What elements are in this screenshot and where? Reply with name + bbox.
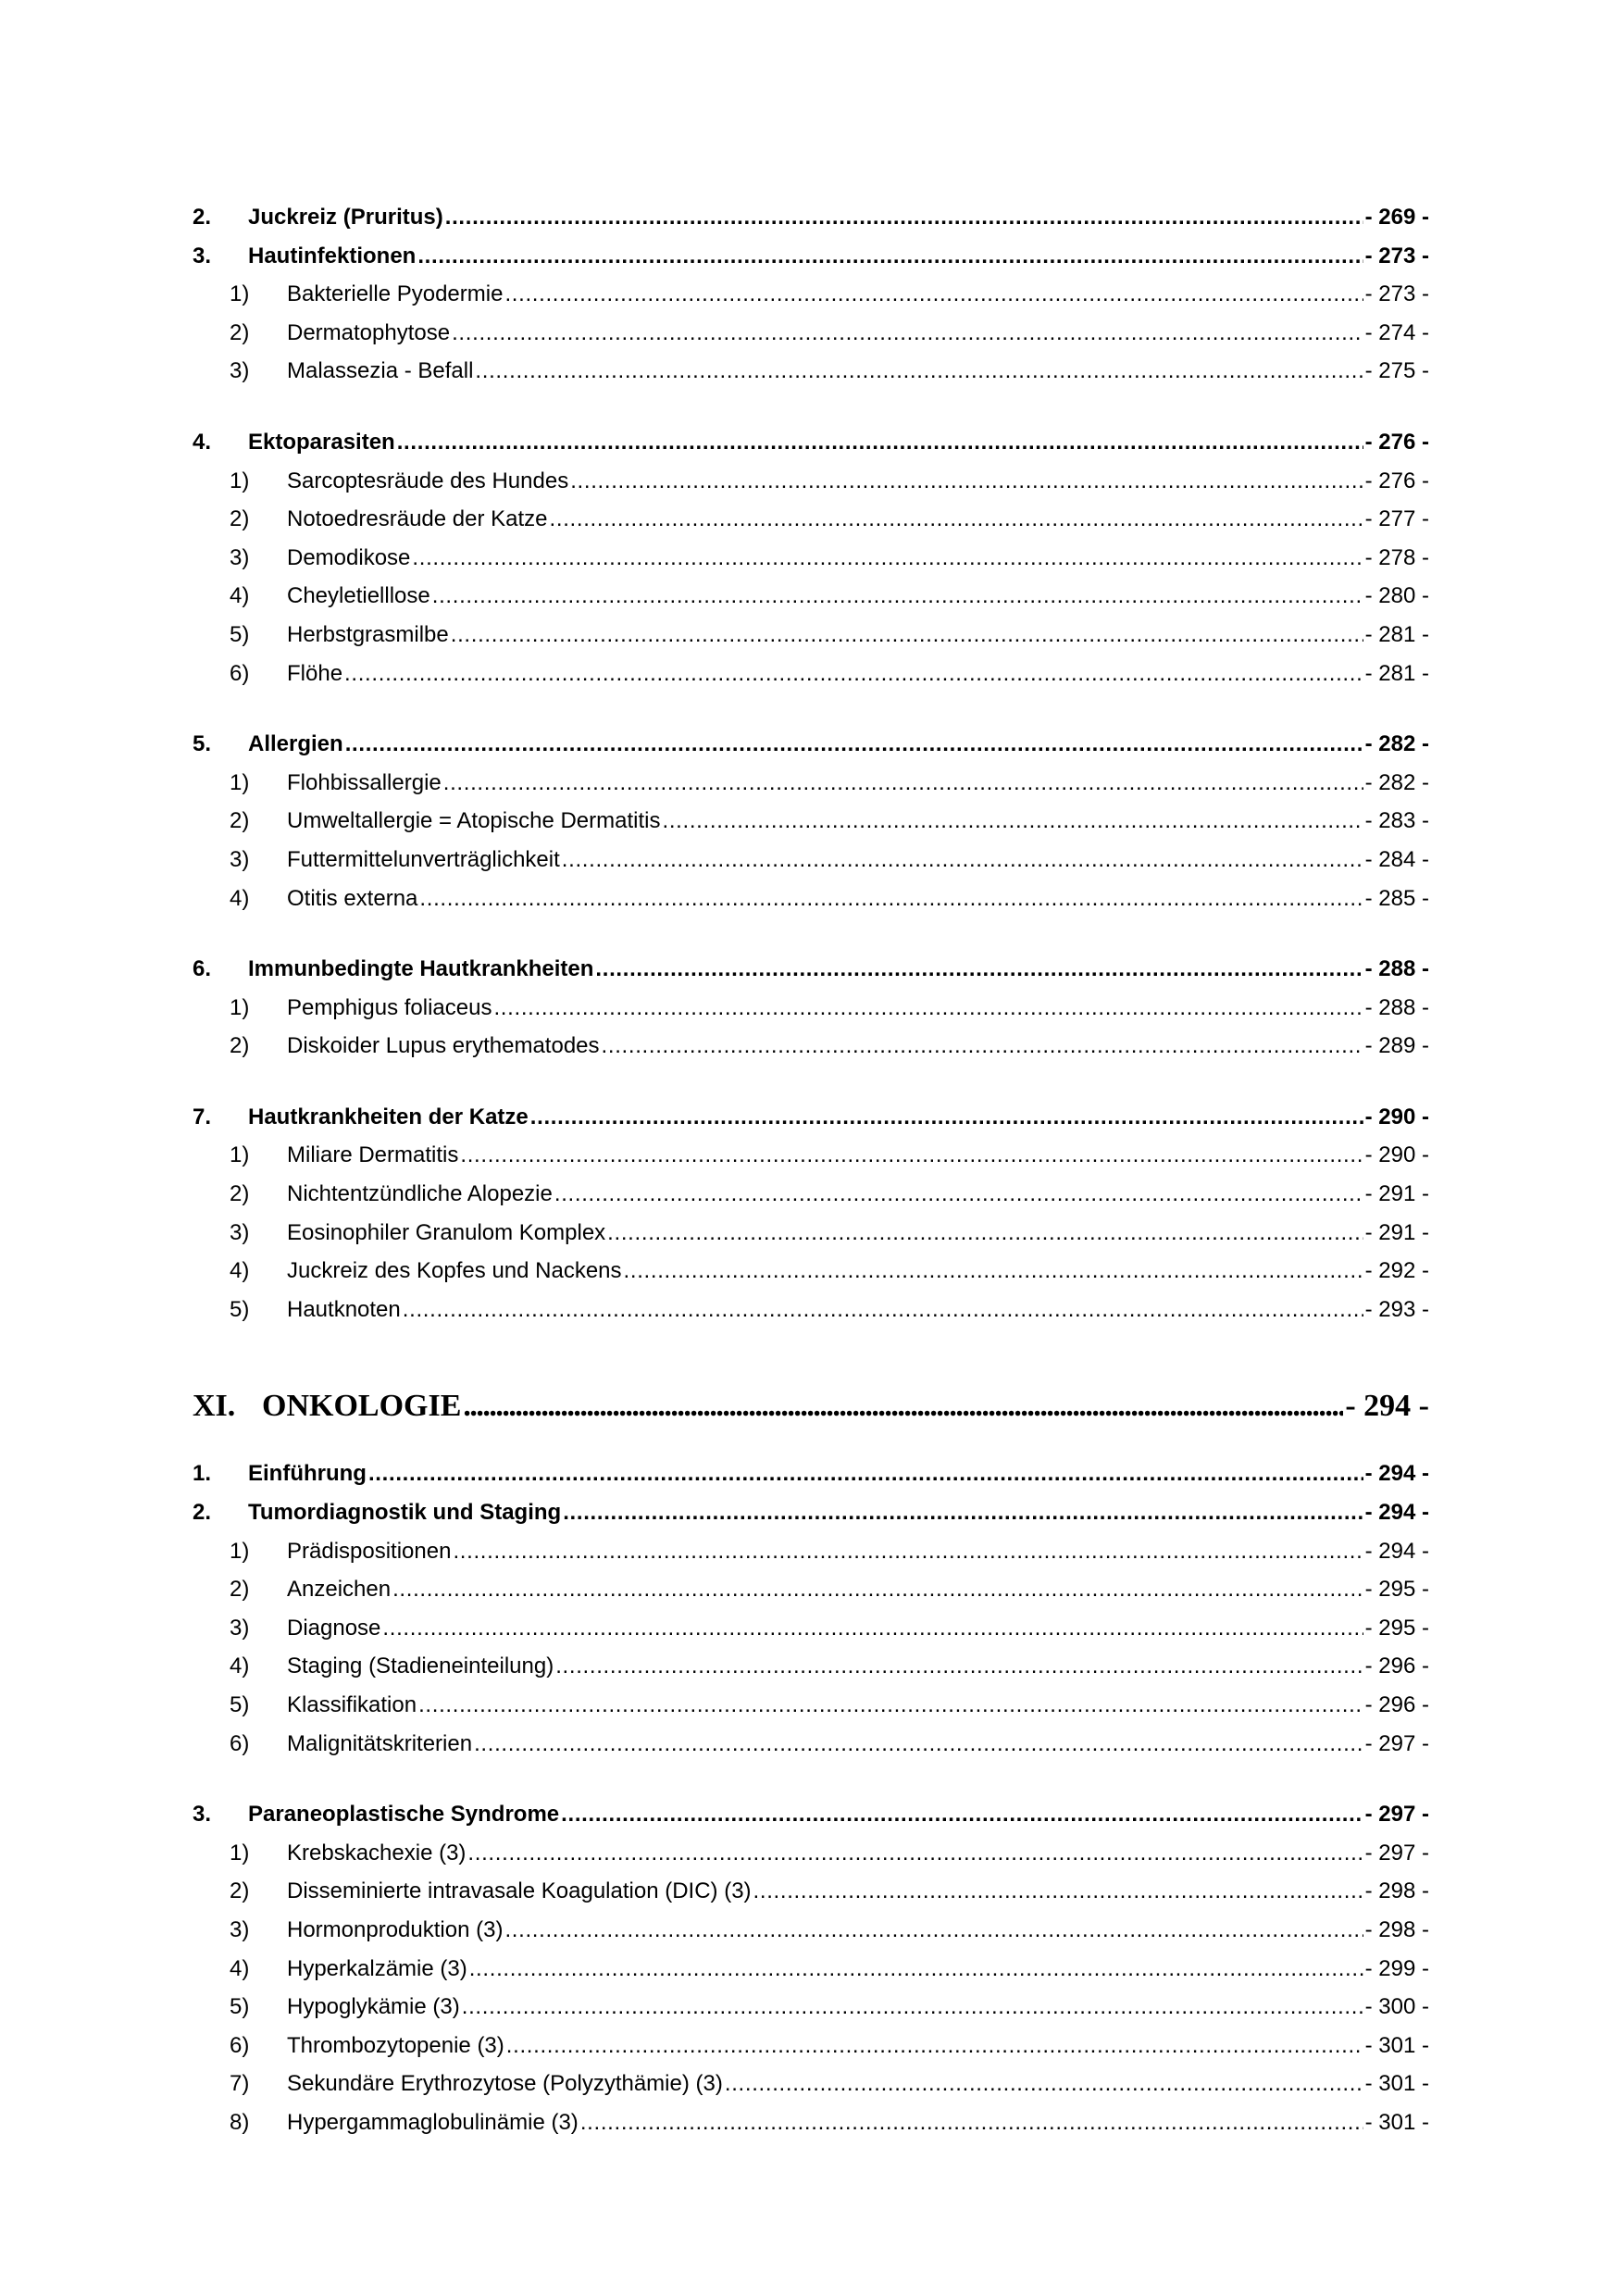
toc-entry-number: 4)	[230, 1653, 250, 1679]
toc-entry-title: Juckreiz (Pruritus)	[248, 205, 443, 230]
toc-subsection-entry[interactable]	[193, 577, 1429, 616]
toc-entry-number: 7)	[230, 2071, 250, 2097]
toc-entry-title: Malassezia - Befall	[287, 358, 474, 384]
toc-entry-title: Hypergammaglobulinämie (3)	[287, 2109, 579, 2135]
toc-entry-number: 4.	[193, 429, 212, 455]
toc-entry-number: 1)	[230, 1142, 250, 1168]
toc-page-number: - 294 -	[1364, 1500, 1429, 1526]
toc-subsection-entry[interactable]	[193, 2027, 1429, 2065]
toc-subsection-entry[interactable]	[193, 1175, 1429, 1214]
toc-subsection-entry[interactable]	[193, 802, 1429, 841]
toc-entry-title: Notoedresräude der Katze	[287, 506, 548, 532]
toc-page-number: - 294 -	[1345, 1389, 1429, 1424]
toc-entry-number: 1.	[193, 1461, 212, 1487]
toc-subsection-entry[interactable]	[193, 616, 1429, 655]
toc-entry-number: 2)	[230, 1577, 250, 1603]
toc-entry-number: 4)	[230, 1258, 250, 1284]
dot-leader	[607, 1214, 1363, 1253]
toc-page-number: - 274 -	[1364, 319, 1429, 345]
toc-subsection-entry[interactable]	[193, 1834, 1429, 1873]
toc-subsection-entry[interactable]	[193, 462, 1429, 501]
toc-page-number: - 281 -	[1364, 660, 1429, 686]
toc-subsection-entry[interactable]	[193, 1136, 1429, 1175]
toc-entry-number: 5)	[230, 1994, 250, 2020]
dot-leader	[555, 1647, 1363, 1686]
toc-page-number: - 273 -	[1364, 281, 1429, 307]
toc-entry-number: 3)	[230, 1219, 250, 1245]
dot-leader	[452, 314, 1363, 353]
toc-subsection-entry[interactable]	[193, 655, 1429, 693]
dot-leader	[554, 1175, 1363, 1214]
toc-entry-title: Eosinophiler Granulom Komplex	[287, 1219, 606, 1245]
table-of-contents	[193, 198, 1429, 2142]
toc-subsection-entry[interactable]	[193, 1609, 1429, 1648]
toc-page-number: - 269 -	[1364, 205, 1429, 230]
toc-page-number: - 301 -	[1364, 2071, 1429, 2097]
dot-leader	[602, 1027, 1363, 1066]
dot-leader	[412, 539, 1363, 578]
dot-leader	[469, 1950, 1363, 1989]
dot-leader	[506, 2027, 1363, 2065]
toc-entry-title: Disseminierte intravasale Koagulation (DIC) (3)	[287, 1878, 752, 1904]
toc-page-number: - 281 -	[1364, 621, 1429, 647]
toc-section-entry[interactable]	[193, 237, 1429, 276]
dot-leader	[368, 1454, 1363, 1493]
toc-section-entry[interactable]	[193, 198, 1429, 237]
toc-entry-title: Sekundäre Erythrozytose (Polyzythämie) (3)	[287, 2071, 723, 2097]
toc-entry-title: Klassifikation	[287, 1692, 417, 1717]
toc-subsection-entry[interactable]	[193, 1214, 1429, 1253]
toc-subsection-entry[interactable]	[193, 1647, 1429, 1686]
toc-entry-number: 2.	[193, 1500, 212, 1526]
dot-leader	[504, 1911, 1363, 1950]
dot-leader	[463, 1384, 1343, 1429]
toc-page-number: - 275 -	[1364, 358, 1429, 384]
dot-leader	[562, 841, 1363, 880]
toc-entry-number: 8)	[230, 2109, 250, 2135]
toc-entry-title: Dermatophytose	[287, 319, 451, 345]
dot-leader	[550, 500, 1363, 539]
dot-leader	[624, 1252, 1363, 1291]
toc-page-number: - 276 -	[1364, 429, 1429, 455]
toc-entry-title: Miliare Dermatitis	[287, 1142, 459, 1168]
toc-entry-title: Anzeichen	[287, 1577, 392, 1603]
toc-entry-number: 3)	[230, 358, 250, 384]
toc-subsection-entry[interactable]	[193, 1252, 1429, 1291]
toc-page-number: - 280 -	[1364, 583, 1429, 609]
dot-leader	[467, 1834, 1363, 1873]
dot-leader	[382, 1609, 1363, 1648]
toc-entry-number: 5.	[193, 731, 212, 757]
toc-page-number: - 282 -	[1364, 731, 1429, 757]
toc-entry-title: Allergien	[248, 731, 343, 757]
toc-page-number: - 296 -	[1364, 1692, 1429, 1717]
toc-page-number: - 293 -	[1364, 1296, 1429, 1322]
toc-page-number: - 291 -	[1364, 1181, 1429, 1207]
toc-page-number: - 290 -	[1364, 1142, 1429, 1168]
toc-entry-title: Hautknoten	[287, 1296, 401, 1322]
toc-subsection-entry[interactable]	[193, 1911, 1429, 1950]
toc-entry-title: Cheyletielllose	[287, 583, 430, 609]
toc-entry-title: Ektoparasiten	[248, 429, 395, 455]
dot-leader	[453, 1532, 1363, 1571]
toc-entry-title: Hypoglykämie (3)	[287, 1994, 460, 2020]
dot-leader	[432, 577, 1363, 616]
toc-entry-number: 2)	[230, 506, 250, 532]
toc-entry-number: 2.	[193, 205, 212, 230]
toc-entry-number: 2)	[230, 1033, 250, 1059]
toc-subsection-entry[interactable]	[193, 275, 1429, 314]
toc-entry-number: 4)	[230, 1955, 250, 1981]
toc-entry-title: Einführung	[248, 1461, 367, 1487]
toc-subsection-entry[interactable]	[193, 1950, 1429, 1989]
toc-entry-number: 5)	[230, 1296, 250, 1322]
toc-page-number: - 294 -	[1364, 1538, 1429, 1564]
dot-leader	[530, 1098, 1363, 1137]
toc-subsection-entry[interactable]	[193, 880, 1429, 918]
toc-page-number: - 297 -	[1364, 1802, 1429, 1828]
toc-page-number: - 284 -	[1364, 846, 1429, 872]
toc-page-number: - 282 -	[1364, 769, 1429, 795]
toc-entry-title: Hautkrankheiten der Katze	[248, 1104, 529, 1129]
toc-entry-number: 3.	[193, 1802, 212, 1828]
toc-subsection-entry[interactable]	[193, 841, 1429, 880]
toc-page-number: - 295 -	[1364, 1615, 1429, 1641]
toc-entry-title: Diskoider Lupus erythematodes	[287, 1033, 600, 1059]
toc-entry-number: 3)	[230, 1916, 250, 1942]
toc-subsection-entry[interactable]	[193, 314, 1429, 353]
toc-entry-number: 3)	[230, 544, 250, 570]
toc-page-number: - 295 -	[1364, 1577, 1429, 1603]
toc-page-number: - 298 -	[1364, 1916, 1429, 1942]
toc-page-number: - 298 -	[1364, 1878, 1429, 1904]
toc-subsection-entry[interactable]	[193, 1570, 1429, 1609]
toc-subsection-entry[interactable]	[193, 352, 1429, 391]
toc-entry-number: 7.	[193, 1104, 212, 1129]
dot-leader	[595, 950, 1363, 989]
toc-page-number: - 283 -	[1364, 808, 1429, 834]
toc-section-entry[interactable]	[193, 1493, 1429, 1532]
toc-subsection-entry[interactable]	[193, 1532, 1429, 1571]
toc-entry-number: 6.	[193, 956, 212, 982]
toc-page-number: - 276 -	[1364, 468, 1429, 493]
toc-entry-number: 4)	[230, 885, 250, 911]
toc-entry-title: Malignitätskriterien	[287, 1730, 473, 1756]
dot-leader	[725, 2065, 1363, 2103]
toc-subsection-entry[interactable]	[193, 764, 1429, 803]
toc-entry-number: 3)	[230, 846, 250, 872]
toc-page-number: - 296 -	[1364, 1653, 1429, 1679]
toc-entry-number: 2)	[230, 319, 250, 345]
toc-page-number: - 288 -	[1364, 956, 1429, 982]
toc-page-number: - 288 -	[1364, 994, 1429, 1020]
dot-leader	[580, 2103, 1363, 2142]
toc-section-entry[interactable]	[193, 423, 1429, 462]
toc-entry-title: Immunbedingte Hautkrankheiten	[248, 956, 594, 982]
toc-entry-title: Futtermittelunverträglichkeit	[287, 846, 560, 872]
toc-entry-number: 4)	[230, 583, 250, 609]
toc-entry-number: 1)	[230, 1538, 250, 1564]
toc-page-number: - 291 -	[1364, 1219, 1429, 1245]
toc-section-entry[interactable]	[193, 1454, 1429, 1493]
toc-section-entry[interactable]	[193, 725, 1429, 764]
toc-subsection-entry[interactable]	[193, 1988, 1429, 2027]
toc-entry-number: 5)	[230, 1692, 250, 1717]
toc-subsection-entry[interactable]	[193, 1686, 1429, 1725]
toc-entry-title: Hyperkalzämie (3)	[287, 1955, 467, 1981]
toc-subsection-entry[interactable]	[193, 539, 1429, 578]
dot-leader	[474, 1725, 1363, 1764]
toc-entry-title: Pemphigus foliaceus	[287, 994, 492, 1020]
toc-section-entry[interactable]	[193, 950, 1429, 989]
toc-entry-number: 1)	[230, 281, 250, 307]
toc-entry-title: Diagnose	[287, 1615, 381, 1641]
dot-leader	[563, 1493, 1363, 1532]
toc-entry-title: Krebskachexie (3)	[287, 1840, 467, 1866]
dot-leader	[418, 1686, 1363, 1725]
toc-section-entry[interactable]	[193, 1795, 1429, 1834]
dot-leader	[445, 198, 1363, 237]
dot-leader	[403, 1291, 1363, 1329]
toc-entry-title: Thrombozytopenie (3)	[287, 2032, 504, 2058]
toc-entry-number: 1)	[230, 468, 250, 493]
dot-leader	[663, 802, 1363, 841]
toc-subsection-entry[interactable]	[193, 1291, 1429, 1329]
toc-subsection-entry[interactable]	[193, 1872, 1429, 1911]
toc-chapter-entry[interactable]	[193, 1384, 1429, 1429]
toc-page-number: - 301 -	[1364, 2032, 1429, 2058]
dot-leader	[344, 655, 1363, 693]
toc-entry-title: Umweltallergie = Atopische Dermatitis	[287, 808, 661, 834]
toc-entry-title: Tumordiagnostik und Staging	[248, 1500, 562, 1526]
dot-leader	[397, 423, 1363, 462]
toc-subsection-entry[interactable]	[193, 989, 1429, 1028]
toc-page-number: - 290 -	[1364, 1104, 1429, 1129]
dot-leader	[451, 616, 1363, 655]
dot-leader	[417, 237, 1363, 276]
dot-leader	[504, 275, 1363, 314]
dot-leader	[475, 352, 1363, 391]
toc-entry-number: 6)	[230, 660, 250, 686]
toc-chapter-title: ONKOLOGIE	[262, 1389, 462, 1424]
dot-leader	[419, 880, 1363, 918]
toc-entry-title: Staging (Stadieneinteilung)	[287, 1653, 554, 1679]
toc-entry-number: 6)	[230, 1730, 250, 1756]
toc-subsection-entry[interactable]	[193, 2065, 1429, 2103]
dot-leader	[462, 1988, 1363, 2027]
toc-subsection-entry[interactable]	[193, 2103, 1429, 2142]
toc-entry-number: 3.	[193, 243, 212, 268]
toc-entry-title: Sarcoptesräude des Hundes	[287, 468, 569, 493]
toc-entry-number: 1)	[230, 994, 250, 1020]
toc-entry-title: Hormonproduktion (3)	[287, 1916, 504, 1942]
toc-entry-number: 1)	[230, 769, 250, 795]
toc-entry-title: Flöhe	[287, 660, 343, 686]
toc-page-number: - 301 -	[1364, 2109, 1429, 2135]
toc-entry-title: Nichtentzündliche Alopezie	[287, 1181, 553, 1207]
toc-page-number: - 292 -	[1364, 1258, 1429, 1284]
toc-subsection-entry[interactable]	[193, 1725, 1429, 1764]
dot-leader	[460, 1136, 1363, 1175]
toc-entry-title: Paraneoplastische Syndrome	[248, 1802, 560, 1828]
toc-entry-number: 2)	[230, 1878, 250, 1904]
toc-page-number: - 300 -	[1364, 1994, 1429, 2020]
toc-page-number: - 299 -	[1364, 1955, 1429, 1981]
toc-chapter-number: XI.	[193, 1389, 236, 1424]
toc-entry-title: Juckreiz des Kopfes und Nackens	[287, 1258, 622, 1284]
toc-page-number: - 277 -	[1364, 506, 1429, 532]
toc-page-number: - 289 -	[1364, 1033, 1429, 1059]
toc-subsection-entry[interactable]	[193, 1027, 1429, 1066]
dot-leader	[561, 1795, 1363, 1834]
toc-entry-number: 3)	[230, 1615, 250, 1641]
toc-page-number: - 297 -	[1364, 1730, 1429, 1756]
toc-page-number: - 278 -	[1364, 544, 1429, 570]
toc-page-number: - 294 -	[1364, 1461, 1429, 1487]
dot-leader	[493, 989, 1363, 1028]
toc-entry-title: Otitis externa	[287, 885, 418, 911]
toc-page-number: - 285 -	[1364, 885, 1429, 911]
dot-leader	[392, 1570, 1363, 1609]
dot-leader	[443, 764, 1363, 803]
dot-leader	[345, 725, 1363, 764]
toc-entry-title: Prädispositionen	[287, 1538, 452, 1564]
toc-entry-title: Demodikose	[287, 544, 411, 570]
toc-entry-number: 2)	[230, 1181, 250, 1207]
toc-entry-number: 6)	[230, 2032, 250, 2058]
dot-leader	[753, 1872, 1363, 1911]
toc-page-number: - 297 -	[1364, 1840, 1429, 1866]
toc-subsection-entry[interactable]	[193, 500, 1429, 539]
toc-page-number: - 273 -	[1364, 243, 1429, 268]
toc-entry-title: Bakterielle Pyodermie	[287, 281, 504, 307]
dot-leader	[570, 462, 1363, 501]
toc-entry-title: Herbstgrasmilbe	[287, 621, 449, 647]
toc-entry-number: 2)	[230, 808, 250, 834]
toc-entry-number: 1)	[230, 1840, 250, 1866]
toc-entry-number: 5)	[230, 621, 250, 647]
toc-entry-title: Hautinfektionen	[248, 243, 417, 268]
toc-section-entry[interactable]	[193, 1098, 1429, 1137]
toc-entry-title: Flohbissallergie	[287, 769, 442, 795]
